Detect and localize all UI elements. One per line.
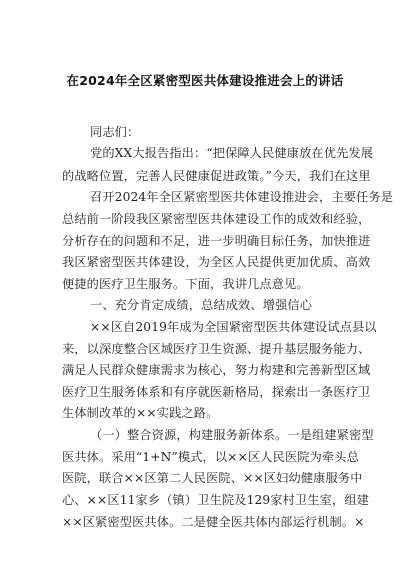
salutation: 同志们：	[90, 125, 140, 139]
section-heading: 一、充分肯定成绩，总结成效、增强信心	[90, 298, 313, 312]
paragraph-line: 我区紧密型医共体建设，为全区人民提供更加优质、高效	[62, 255, 371, 269]
paragraph-line: 医院，联合××区第二人民医院、××区妇幼健康服务中	[62, 471, 363, 485]
paragraph-line: 医共体。采用“1+N”模式，以××区人民医院为牵头总	[62, 450, 359, 464]
paragraph-line: 满足人民群众健康需求为核心，努力构建和完善新型区域	[62, 363, 371, 377]
paragraph-line: 总结前一阶段我区紧密型医共体建设工作的成效和经验，	[62, 212, 371, 226]
subsection-line: （一）整合资源，构建服务新体系。一是组建紧密型	[90, 428, 374, 442]
paragraph-line: 党的XX大报告指出：“把保障人民健康放在优先发展	[90, 146, 374, 160]
paragraph-line: ××区自2019年成为全国紧密型医共体建设试点县以	[90, 320, 377, 334]
paragraph-line: 召开2024年全区紧密型医共体建设推进会，主要任务是	[90, 190, 394, 204]
paragraph-line: 便捷的医疗卫生服务。下面，我讲几点意见。	[62, 277, 309, 291]
paragraph-line: 生体制改革的××实践之路。	[62, 406, 219, 420]
paragraph-line: 医疗卫生服务体系和有序就医新格局，探索出一条医疗卫	[62, 385, 371, 399]
paragraph-line: ××区紧密型医共体。二是健全医共体内部运行机制。×	[62, 515, 365, 529]
paragraph-line: 的战略位置，完善人民健康促进政策。”今天，我们在这里	[62, 169, 371, 183]
paragraph-line: 分析存在的问题和不足，进一步明确目标任务，加快推进	[62, 234, 371, 248]
document-title: 在2024年全区紧密型医共体建设推进会上的讲话	[66, 73, 344, 88]
paragraph-line: 来，以深度整合区域医疗卫生资源、提升基层服务能力、	[62, 342, 371, 356]
paragraph-line: 心、××区11家乡（镇）卫生院及129家村卫生室，组建	[62, 493, 369, 507]
